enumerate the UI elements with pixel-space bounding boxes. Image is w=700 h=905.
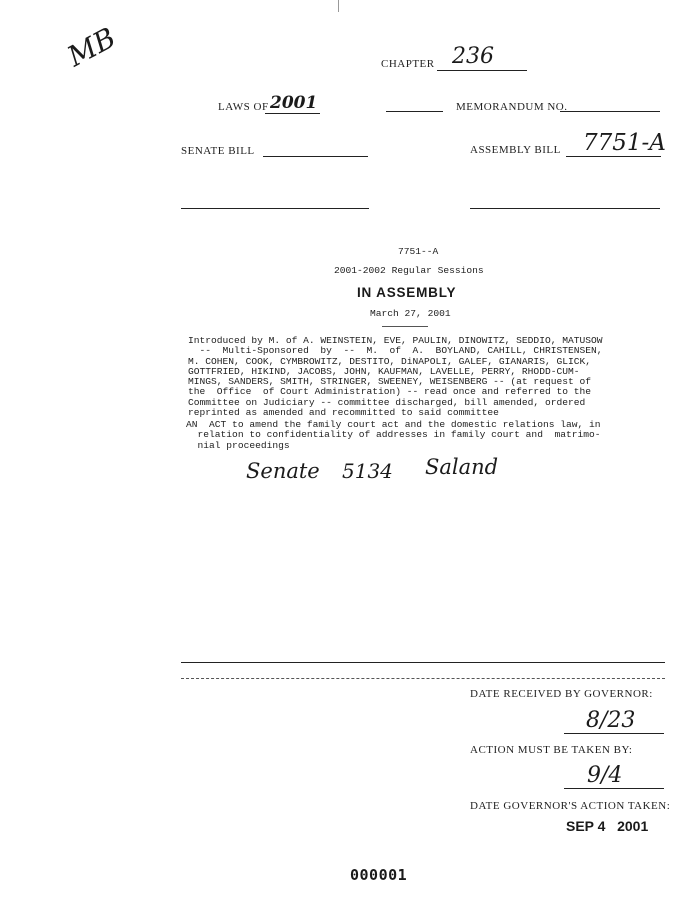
intro-line: GOTTFRIED, HIKIND, JACOBS, JOHN, KAUFMAN, LAVELLE, PERRY, RHODD-CUM-: [188, 365, 580, 377]
action-must-value: 9/4: [587, 763, 623, 788]
bill-date: March 27, 2001: [370, 308, 451, 319]
act-line: AN ACT to amend the family court act and the domestic relations law, in: [186, 419, 601, 430]
senate-note-label: Senate: [246, 459, 320, 483]
page-number: 000001: [350, 866, 408, 884]
memorandum-label: MEMORANDUM NO.: [456, 101, 568, 113]
chapter-label: CHAPTER: [381, 58, 435, 70]
assembly-bill-label: ASSEMBLY BILL: [470, 144, 561, 156]
binding-mark: [338, 0, 339, 12]
action-must-label: ACTION MUST BE TAKEN BY:: [470, 744, 633, 756]
handwritten-initials: MB: [62, 20, 121, 74]
blank-line-left: [181, 208, 369, 209]
senate-bill-line: [263, 156, 368, 157]
intro-line: M. COHEN, COOK, CYMBROWITZ, DESTITO, DiNAPOLI, GALEF, GIANARIS, GLICK,: [188, 355, 592, 367]
laws-line: [265, 113, 320, 114]
intro-line: Committee on Judiciary -- committee discharged, bill amended, ordered: [188, 396, 586, 408]
action-must-line: [564, 788, 664, 789]
date-underline: [382, 326, 428, 327]
act-line: nial proceedings: [186, 439, 290, 451]
act-paragraph: [186, 420, 636, 451]
intro-line: reprinted as amended and recommitted to said committee: [188, 407, 499, 419]
act-line: relation to confidentiality of addresses in family court and matrimo-: [186, 429, 601, 441]
assembly-bill-number: 7751-A: [583, 130, 666, 156]
memorandum-line: [560, 111, 660, 112]
senate-note-sponsor: Saland: [425, 455, 499, 479]
intro-line: the Office of Court Administration) -- read once and referred to the: [188, 386, 592, 398]
chapter-line: [437, 70, 527, 71]
chapter-number: 236: [452, 44, 494, 69]
date-received-line: [564, 733, 664, 734]
introduction-paragraph: [188, 336, 636, 418]
bill-session: 2001-2002 Regular Sessions: [334, 265, 484, 276]
date-received-label: DATE RECEIVED BY GOVERNOR:: [470, 688, 653, 700]
date-received-value: 8/23: [586, 708, 636, 733]
action-taken-stamp: SEP 4 2001: [566, 818, 649, 834]
laws-year: 2001: [270, 93, 318, 113]
intro-line: -- Multi-Sponsored by -- M. of A. BOYLAND, CAHILL, CHRISTENSEN,: [188, 345, 603, 357]
bill-house: IN ASSEMBLY: [357, 285, 457, 300]
bill-number: 7751--A: [398, 246, 439, 257]
bottom-rule: [181, 662, 665, 663]
intro-line: MINGS, SANDERS, SMITH, STRINGER, SWEENEY, WEISENBERG -- (at request of: [188, 376, 592, 388]
assembly-bill-line: [566, 156, 661, 157]
blank-line-middle: [386, 111, 443, 112]
action-taken-label: DATE GOVERNOR'S ACTION TAKEN:: [470, 800, 671, 812]
blank-line-right: [470, 208, 660, 209]
senate-bill-label: SENATE BILL: [181, 145, 255, 157]
laws-label: LAWS OF: [218, 101, 269, 113]
senate-note-number: 5134: [342, 459, 393, 483]
intro-line: Introduced by M. of A. WEINSTEIN, EVE, PAULIN, DINOWITZ, SEDDIO, MATUSOW: [188, 335, 603, 346]
bottom-rule-dashed: [181, 678, 665, 679]
